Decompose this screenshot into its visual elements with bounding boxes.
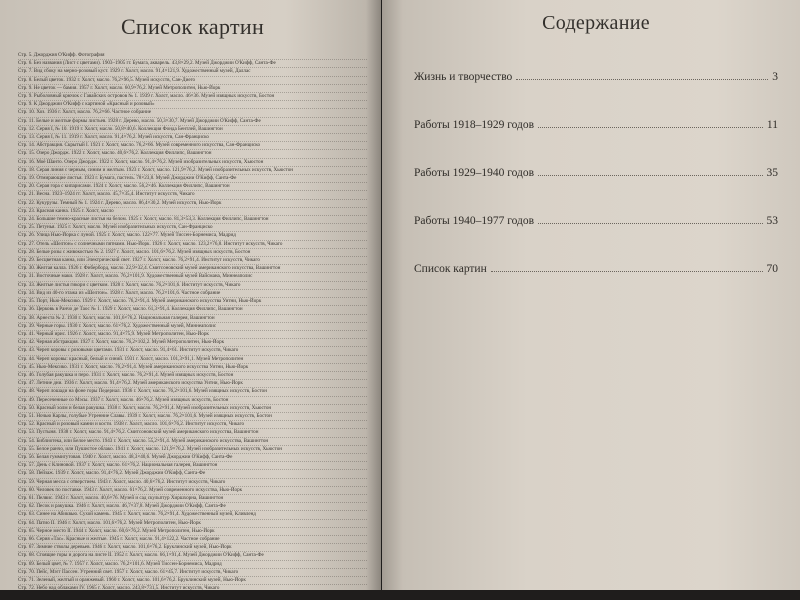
toc-entry-page: 11 <box>766 119 778 131</box>
list-item: Стр. 70. Пейс, Мэгг Пассен. Утренний свет. 1957 г. Холст, масло. 61×45,7. Институт искусств, Чикаго <box>18 569 367 577</box>
list-item: Стр. 14. Абстракция. Скрытый I. 1921 г. Холст, масло. 76,2×66. Музей современного искусства, Сан-Франциско <box>18 142 367 150</box>
toc-entry-title: Список картин <box>414 263 487 275</box>
list-item: Стр. 31. Восточные маки. 1928 г. Холст, масло. 76,2×101,9. Художественный музей Вайсмана, Миннеаполис <box>18 273 367 281</box>
list-item: Стр. 33. Желтые листья гикори с цветком. 1928 г. Холст, масло. 76,2×101,6. Институт искусств, Чикаго <box>18 282 367 290</box>
list-item: Стр. 67. Зимние стволы деревьев. 1946 г. Холст, масло. 101,6×76,2. Бруклинский музей, Нью-Йорк <box>18 544 367 552</box>
list-item: Стр. 60. Человек по поставке. 1943 г. Холст, масло. 61×76,2. Музей современного искусства, Нью-Йорк <box>18 487 367 495</box>
list-item: Стр. 5. Джорджия О'Кифф. Фотография <box>18 52 367 60</box>
list-item: Стр. 9. Не цветок — бамия. 1957 г. Холст, масло. 60,9×76,2. Музей Метрополитен, Нью-Йорк <box>18 85 367 93</box>
toc-entry-page: 53 <box>766 215 778 227</box>
list-item: Стр. 6. Без названия (Лист с цветами). 1903–1905 гг. Бумага, акварель. 43,8×29,2. Музей Джорджии О'Кифф, Санта-Фе <box>18 60 367 68</box>
list-item: Стр. 47. Летние дни. 1936 г. Холст, масло. 91,4×76,2. Музей американского искусства Уитни, Нью-Йорк <box>18 380 367 388</box>
list-item: Стр. 21. Весна. 1923–1924 гг. Холст, масло. 45,7×35,4. Институт искусств, Чикаго <box>18 191 367 199</box>
list-item: Стр. 44. Череп коровы: красный, белый и синий. 1931 г. Холст, масло. 101,3×91,1. Музей Метрополитен <box>18 356 367 364</box>
list-item: Стр. 7. Вид сбоку на мерно-розовый куст. 1929 г. Холст, масло. 91,4×121,9. Художественный музей, Даллас <box>18 68 367 76</box>
toc-entry-title: Работы 1940–1977 годов <box>414 215 535 227</box>
list-item: Стр. 52. Красный и розовый камни и кости. 1938 г. Холст, масло. 101,6×76,2. Институт искусств, Чикаго <box>18 421 367 429</box>
list-item: Стр. 69. Белый цвет, № 7. 1957 г. Холст, масло. 76,2×101,6. Музей Тиссен-Борнемиса, Мадрид <box>18 561 367 569</box>
list-item: Стр. 25. Петунья. 1925 г. Холст, масло. Музей изобразительных искусств, Сан-Франциско <box>18 224 367 232</box>
list-item: Стр. 29. Бесцветная канна, или Электрический свет. 1927 г. Холст, масло. 76,2×91,4. Институт искусств, Чикаго <box>18 257 367 265</box>
toc-entry-title: Жизнь и творчество <box>414 71 513 83</box>
list-item: Стр. 34. Вид из 40-го этажа из «Шелтон». 1928 г. Холст, масло. 76,2×101,6. Частное собрание <box>18 290 367 298</box>
right-page <box>382 0 800 590</box>
list-item: Стр. 54. Библиотека, или Белое место. 1943 г. Холст, масло. 55,2×91,4. Музей американского искусства, Вашингтон <box>18 438 367 446</box>
list-item: Стр. 26. Улица Нью-Йорка с луной. 1925 г. Холст, масло. 122×77. Музей Тиссен-Борнемиса, Мадрид <box>18 232 367 240</box>
toc-entry-page: 35 <box>766 167 778 179</box>
list-item: Стр. 57. День с Клиновой. 1937 г. Холст, масло. 61×76,2. Национальная галерея, Вашингтон <box>18 462 367 470</box>
toc-entry <box>414 167 778 179</box>
list-item: Стр. 72. Небо над облаками IV. 1965 г. Холст, масло. 243,8×731,5. Институт искусств, Чикаго <box>18 585 367 590</box>
list-item: Стр. 53. Пустыня. 1938 г. Холст, масло. 91,4×76,2. Смитсоновский музей американского искусства, Вашингтон <box>18 429 367 437</box>
toc-entry <box>414 119 778 131</box>
list-item: Стр. 68. Стоящие горы и дорога на листе II. 1952 г. Холст, масло. 66,1×91,4. Музей Джорджии О'Кифф, Санта-Фе <box>18 552 367 560</box>
list-item: Стр. 22. Кукурузы. Темный № 1. 1924 г. Дерево, масло. 86,4×30,2. Музей искусств, Нью-Йорк <box>18 200 367 208</box>
list-item: Стр. 9. К Джорджии О'Кифф с картиной «Красный и розовый» <box>18 101 367 109</box>
list-item: Стр. 35. Порт, Нью-Мексико. 1929 г. Холст, масло. 76,2×91,4. Музей американского искусства Уитни, Нью-Йорк <box>18 298 367 306</box>
list-item: Стр. 50. Красный холм и белая ракушка. 1938 г. Холст, масло. 76,2×91,4. Музей изобразительных искусств, Хьюстон <box>18 405 367 413</box>
list-item: Стр. 23. Красная канна. 1925 г. Холст, масло <box>18 208 367 216</box>
list-item: Стр. 45. Нью-Мексико. 1931 г. Холст, масло. 76,2×91,4. Музей американского искусства Уитни, Нью-Йорк <box>18 364 367 372</box>
dot-leader <box>538 174 762 176</box>
list-item: Стр. 8. Белый цветок. 1932 г. Холст, масло. 76,2×96,5. Музей искусств, Сан-Диего <box>18 77 367 85</box>
list-item: Стр. 51. Ночью Карлы, голубые Утренние Славы. 1939 г. Холст, масло. 76,2×101,6. Музей изящных искусств, Бостон <box>18 413 367 421</box>
toc-entry <box>414 71 778 83</box>
list-item: Стр. 63. Синее на Абиквью. Сухой камень. 1945 г. Холст, масло. 76,2×91,4. Художественный музей, Кливленд <box>18 511 367 519</box>
list-item: Стр. 48. Череп лошади на фоне горы Педернал. 1936 г. Холст, масло. 76,2×101,6. Музей изящных искусств, Бостон <box>18 388 367 396</box>
list-item: Стр. 42. Черная абстракция. 1927 г. Холст, масло. 76,2×102,2. Музей Метрополитен, Нью-Йорк <box>18 339 367 347</box>
table-of-contents <box>414 71 778 275</box>
picture-list <box>18 52 367 590</box>
list-item: Стр. 58. Пейзаж. 1939 г. Холст, масло. 91,4×76,2. Музей Джорджии О'Кифф, Санта-Фе <box>18 470 367 478</box>
toc-entry <box>414 215 778 227</box>
toc-entry-page: 3 <box>772 71 778 83</box>
dot-leader <box>538 126 763 128</box>
toc-entry <box>414 263 778 275</box>
list-item: Стр. 59. Черная месса с отверстием. 1943 г. Холст, масло. 40,6×76,2. Институт искусств, Чикаго <box>18 479 367 487</box>
toc-entry-title: Работы 1929–1940 годов <box>414 167 535 179</box>
list-item: Стр. 65. Черное место II. 1944 г. Холст, масло. 60,6×76,2. Музей Метрополитен, Нью-Йорк <box>18 528 367 536</box>
list-item: Стр. 16. Моё Шанто. Озеро Джордж. 1922 г. Холст, масло. 91,4×76,2. Музей изобразительных искусств, Хьюстон <box>18 159 367 167</box>
list-item: Стр. 62. Песок и ракушка. 1946 г. Холст, масло. 46,7×37,8. Музей Джорджии О'Кифф, Санта-Фе <box>18 503 367 511</box>
list-item: Стр. 28. Белые розы с живокостью № 2. 1927 г. Холст, масло. 101,6×76,2. Музей изящных искусств, Бостон <box>18 249 367 257</box>
list-item: Стр. 18. Серая линия с черным, синим и желтым. 1923 г. Холст, масло. 121,9×76,2. Музей изобразительных искусств, Хьюстон <box>18 167 367 175</box>
list-item: Стр. 64. Патио II. 1946 г. Холст, масло. 101,6×76,2. Музей Метрополитен, Нью-Йорк <box>18 520 367 528</box>
list-item: Стр. 39. Черные горы. 1930 г. Холст, масло. 61×76,2. Художественный музей, Миннеаполис <box>18 323 367 331</box>
list-item: Стр. 10. Хоз. 1936 г. Холст, масло. 76,2×66. Частное собрание <box>18 109 367 117</box>
dot-leader <box>538 222 762 224</box>
contents-title: Содержание <box>542 12 650 34</box>
list-item: Стр. 27. Отель «Шелтон» с солнечными пятнами. Нью-Йорк. 1926 г. Холст, масло. 123,2×76,8. Институт искусств, Чикаго <box>18 241 367 249</box>
toc-entry-page: 70 <box>766 263 778 275</box>
list-item: Стр. 38. Арнеста № 2. 1930 г. Холст, масло. 101,6×76,2. Национальная галерея, Вашингтон <box>18 315 367 323</box>
list-item: Стр. 43. Череп коровы с розовыми цветами. 1931 г. Холст, масло. 91,4×61. Институт искусств, Чикаго <box>18 347 367 355</box>
dot-leader <box>491 270 763 272</box>
list-item: Стр. 66. Серия «Тас». Красные и желтые. 1945 г. Холст, масло. 91,4×122,2. Частное собрание <box>18 536 367 544</box>
list-item: Стр. 19. Отмирающие листья. 1923 г. Бумага, пастель. 78×23,8. Музей Джорджии О'Кифф, Санта-Фе <box>18 175 367 183</box>
list-item: Стр. 20. Серая гора с кипарисами. 1924 г. Холст, масло. 56,2×46. Коллекция Филлипс, Вашингтон <box>18 183 367 191</box>
list-item: Стр. 9. Рыболовный крючок с Гавайских островов № 1. 1939 г. Холст, масло. 46×36. Музей изящных искусств, Бостон <box>18 93 367 101</box>
toc-entry-title: Работы 1918–1929 годов <box>414 119 535 131</box>
list-item: Стр. 55. Белое ранчо, или Пушистое облако. 1941 г. Холст, масло. 121,9×76,2. Музей изобразительных искусств, Хьюстон <box>18 446 367 454</box>
left-page <box>0 0 381 590</box>
dot-leader <box>516 78 768 80</box>
list-item: Стр. 15. Озеро Джордж. 1922 г. Холст, масло. 40,6×76,2. Коллекция Филлипс, Вашингтон <box>18 150 367 158</box>
list-item: Стр. 36. Церковь в Ранчо де Таос № 1. 1929 г. Холст, масло. 61,3×91,4. Коллекция Филлипс, Вашингтон <box>18 306 367 314</box>
list-item: Стр. 41. Черный ирис. 1926 г. Холст, масло. 91,4×75,9. Музей Метрополитен, Нью-Йорк <box>18 331 367 339</box>
list-item: Стр. 11. Белые и желтые формы листьев. 1928 г. Дерево, масло. 50,3×30,7. Музей Джорджии О'Кифф, Санта-Фе <box>18 118 367 126</box>
list-item: Стр. 56. Белая гуммигутовая. 1940 г. Холст, масло. 48,3×40,6. Музей Джорджии О'Кифф, Санта-Фе <box>18 454 367 462</box>
list-item: Стр. 30. Желтая калла. 1926 г. Фиберборд, масло. 22,9×32,4. Смитсоновский музей американского искусства, Вашингтон <box>18 265 367 273</box>
list-item: Стр. 13. Серия I, № 11. 1919 г. Холст, масло. 91,4×76,2. Музей искусств, Сан-Франциско <box>18 134 367 142</box>
list-item: Стр. 46. Голубая ракушка и перо. 1931 г. Холст, масло. 76,2×91,4. Музей изящных искусств, Бостон <box>18 372 367 380</box>
page-title: Список картин <box>120 14 265 39</box>
list-item: Стр. 71. Зеленый, желтый и оранжевый. 1960 г. Холст, масло. 101,6×76,2. Бруклинский музей, Нью-Йорк <box>18 577 367 585</box>
list-item: Стр. 61. Пелвис. 1943 г. Холст, масло. 40,6×76. Музей и сад скульптур Хиршхорна, Вашингтон <box>18 495 367 503</box>
list-item: Стр. 12. Серия I, № 10. 1919 г. Холст, масло. 50,8×40,6. Коллекция Фонда Бентлей, Вашингтон <box>18 126 367 134</box>
list-item: Стр. 49. Пересеченные со Мэсы. 1937 г. Холст, масло. 46×76,2. Музей изящных искусств, Бостон <box>18 397 367 405</box>
list-item: Стр. 24. Большие темно-красные листья на белом. 1925 г. Холст, масло. 81,3×53,3. Коллекция Филлипс, Вашингтон <box>18 216 367 224</box>
